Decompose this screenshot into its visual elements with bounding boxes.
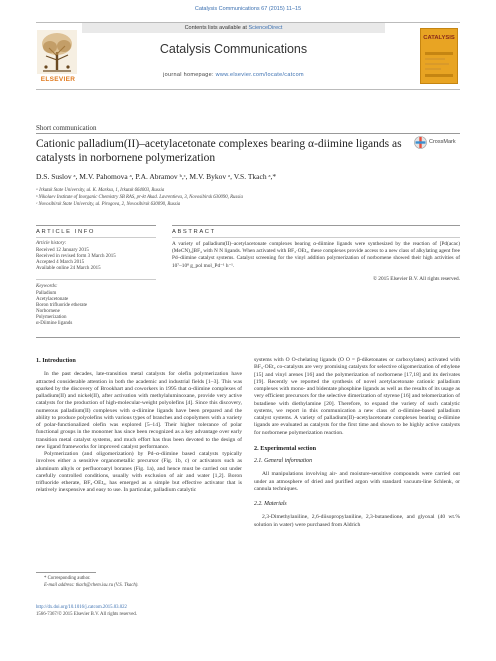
intro-paragraph: Polymerization (and oligomerization) by Pd–α-diimine based catalysts typically involves either a sensitive organometallic precursor (Fig. 1b, c) or activators such as aluminum alkyls or perfluoroaryl boranes (Fig. 1a), and hence must be carried out under carefully controlled conditions, usually with exclusion of air and water [1,2]. Boron trifluoride etherate, BF₃·OEt₂, has emerged as a simple but effective activator that is relatively inexpensive and easy to use. In particular, palladium catalytic (36, 451, 242, 494)
crossmark-icon[interactable] (414, 136, 427, 149)
article-title: Cationic palladium(II)–acetylacetonate complexes bearing α-diimine ligands as catalysts in norbornene polymerization (36, 138, 402, 164)
history-label: Article history: (36, 241, 67, 246)
affiliation-a: ᵃ Irkutsk State University, ul. K. Marksa, 1, Irkutsk 664003, Russia (36, 188, 165, 193)
keyword-item: Acetylacetonate (36, 297, 69, 302)
abstract-copyright: © 2015 Elsevier B.V. All rights reserved. (372, 276, 460, 282)
issn-line: 1566-7367/© 2015 Elsevier B.V. All rights reserved. (36, 612, 137, 617)
keyword-item: Boron trifluoride etherate (36, 303, 88, 308)
divider (172, 237, 460, 238)
keyword-item: α-Diimine ligands (36, 321, 73, 326)
running-header: Catalysis Communications 67 (2015) 11–15 (194, 6, 302, 12)
intro-paragraph: In the past decades, late-transition metal catalysts for olefin polymerization have attracted considerable attention in both the academic and industrial fields [1–3]. This was sparked by the discovery of Brookhart and coworkers in 1995 that α-diimine complexes of palladium(II) and nickel(II), after activation with methylaluminoxane, provide very active catalysts for the production of high-molecular-weight polyolefins [4]. Since this discovery, numerous palladium(II) complexes with α-diimine ligands have been prepared and the ability to produce polyolefins with various types of branches and copolymers with a variety of polar-functionalized olefin was explored [5–14]. Their higher tolerance of polar functional groups in the monomer has since been recognized as a key advantage over early transition metal catalyst systems, and much effort has thus been devoted to the design of new ligand frameworks for improved catalyst performance. (36, 371, 242, 450)
materials-paragraph: 2,3-Dimethylaniline, 2,6-diisopropylaniline, 2,3-butanedione, and glyoxal (40 wt.% solution in water) were purchased from Aldrich (254, 514, 460, 528)
section-heading-introduction: 1. Introduction (36, 357, 76, 364)
article-info-heading: ARTICLE INFO (36, 229, 96, 235)
homepage-prefix: journal homepage: (163, 72, 216, 78)
history-online: Available online 24 March 2015 (36, 266, 101, 271)
general-paragraph: All manipulations involving air- and moisture-sensitive compounds were carried out under an atmosphere of dried and purified argon with standard vacuum-line Schlenk, or cannula techniques. (254, 471, 460, 492)
intro-paragraph: systems with O O-chelating ligands (O O = β-diketonates or carboxylates) activated with BF₃·OEt₂ co-catalysts are very promising catalysts for selective oligomerization of ethylene [15] and vinyl arenes [16] and the polymerization of norbornene [17,18] and its derivates [19]. Recently we reported the synthesis of novel acetylacetonate cationic palladium complexes with mono- and bidentate phosphine ligands as well as the results of its usage as very efficient precursors for the selective dimerization of styrene [16] and telomerization of butadiene with diethylamine [20]. Therefore, to expand the variety of such catalytic systems, we report in this communication a new class of α-diimine-based palladium catalyst systems. A variety of palladium(II)–acetylacetonate complexes bearing α-diimine ligands are evaluated as catalysts for the first time and shown to be highly active catalysts for norbornene polymerization reaction. (254, 357, 460, 436)
affiliation-b: ᵇ Nikolaev Institute of Inorganic Chemistry SB RAS, pr-kt Akad. Lavrentieva, 3, Novosibirsk 630090, Russia (36, 195, 243, 200)
divider (36, 237, 156, 238)
keywords-label: Keywords: (36, 284, 58, 289)
author-list: D.S. Suslov ᵃ, M.V. Pahomova ᵃ, P.A. Abramov ᵇ,ᶜ, M.V. Bykov ᵃ, V.S. Tkach ᵃ,* (36, 172, 277, 181)
section-heading-experimental: 2. Experimental section (254, 444, 317, 452)
keyword-item: Norbornene (36, 309, 60, 314)
footnote-divider (36, 572, 96, 573)
homepage-link[interactable]: www.elsevier.com/locate/catcom (215, 72, 304, 78)
article-type: Short communication (36, 124, 97, 132)
journal-homepage (82, 72, 385, 78)
corresponding-author-note: * Corresponding author. (44, 576, 91, 581)
keyword-item: Palladium (36, 291, 57, 296)
cover-decoration-icon (423, 48, 455, 80)
contents-line (82, 23, 385, 33)
history-received: Received 12 January 2015 (36, 248, 89, 253)
crossmark-label[interactable]: CrossMark (429, 139, 456, 145)
cover-title: CATALYSIS (423, 35, 455, 41)
keyword-item: Polymerization (36, 315, 67, 320)
divider (36, 133, 460, 134)
publisher-name: ELSEVIER (40, 76, 76, 83)
email-note[interactable]: E-mail address: tkach@chem.isu.ru (V.S. Tkach). (44, 583, 139, 588)
divider (172, 225, 460, 226)
divider (36, 337, 460, 338)
abstract-heading: ABSTRACT (172, 229, 216, 235)
journal-title[interactable]: Catalysis Communications (159, 42, 308, 56)
right-column (254, 357, 460, 529)
history-revised: Received in revised form 3 March 2015 (36, 254, 116, 259)
subsection-heading-materials: 2.2. Materials (254, 501, 287, 507)
left-column (36, 357, 242, 495)
subsection-heading-general: 2.1. General information (254, 458, 312, 464)
sciencedirect-link[interactable]: ScienceDirect (248, 25, 283, 31)
divider (36, 279, 156, 280)
history-accepted: Accepted 4 March 2015 (36, 260, 85, 265)
doi-link[interactable]: http://dx.doi.org/10.1016/j.catcom.2015.03.022 (36, 605, 127, 610)
abstract-text: A variety of palladium(II)–acetylacetonate complexes bearing α-diimine ligands were synthesized by the reaction of [Pd(acac)(MeCN)₂]BF₄ with N N ligands. When activated with BF₃·OEt₂, these complexes provide access to a new class of alkylating agent free Pd–diimine catalyst systems. Catalyst screening for the vinyl addition polymerization of norbornene showed their high activities of 10⁷–10⁸ g_pol mol_Pd⁻¹ h⁻¹. (172, 241, 460, 269)
affiliation-c: ᶜ Novosibirsk State University, ul. Pirogova, 2, Novosibirsk 630090, Russia (36, 202, 181, 207)
divider (36, 225, 156, 226)
contents-prefix: Contents lists available at (184, 25, 249, 31)
elsevier-tree-icon (37, 30, 77, 74)
